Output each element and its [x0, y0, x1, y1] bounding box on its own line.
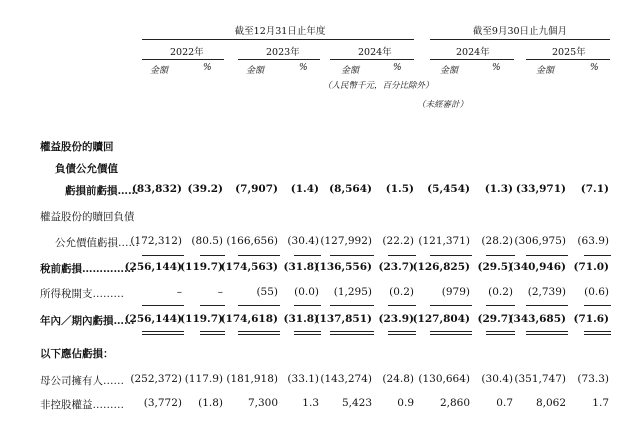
- percent-cell: (119.7): [180, 313, 223, 325]
- percent-cell: (0.2): [488, 286, 513, 298]
- single-underline: [142, 255, 184, 256]
- amount-cell: (252,372): [130, 373, 182, 385]
- single-underline: [486, 305, 515, 306]
- amount-cell: (143,274): [320, 373, 372, 385]
- amount-cell: (3,772): [143, 397, 182, 409]
- amount-cell: (33,971): [515, 183, 566, 195]
- amount-cell: 8,062: [535, 397, 566, 409]
- amount-cell: (127,992): [320, 235, 372, 247]
- single-underline: [330, 305, 374, 306]
- amount-cell: (174,563): [220, 261, 278, 273]
- amount-cell: 5,423: [341, 397, 372, 409]
- single-underline: [142, 305, 184, 306]
- percent-cell: (7.1): [580, 183, 609, 195]
- percent-cell: (31.8): [283, 313, 319, 325]
- year-header-2024: 2024年: [358, 47, 392, 58]
- row-label: 所得稅開支………: [40, 288, 124, 300]
- single-underline: [388, 305, 416, 306]
- percent-cell: (29.5): [477, 261, 513, 273]
- amount-cell: (174,618): [220, 313, 278, 325]
- amount-cell: (306,975): [514, 235, 566, 247]
- percent-cell: (71.0): [573, 261, 609, 273]
- amount-cell: (256,144): [124, 313, 182, 325]
- single-underline: [430, 255, 472, 256]
- amount-cell: (130,664): [418, 373, 470, 385]
- amount-cell: (172,312): [130, 235, 182, 247]
- amount-label-2024: 金額: [341, 66, 360, 76]
- amount-cell: (136,556): [314, 261, 372, 273]
- percent-cell: (33.1): [287, 373, 319, 385]
- percent-cell: 1.7: [592, 397, 609, 409]
- group-rule-nine-months: [430, 39, 610, 40]
- amount-cell: (166,656): [226, 235, 278, 247]
- single-underline: [526, 255, 568, 256]
- double-underline: [142, 331, 184, 335]
- double-underline: [200, 331, 225, 335]
- pct-label-2025-9m: %: [590, 63, 599, 73]
- single-underline: [584, 305, 611, 306]
- amount-cell: (7,907): [235, 183, 278, 195]
- double-underline: [388, 331, 416, 335]
- single-underline: [294, 305, 321, 306]
- amount-cell: (8,564): [329, 183, 372, 195]
- percent-cell: (117.9): [184, 373, 223, 385]
- amount-cell: (1,295): [333, 286, 372, 298]
- amount-cell: 7,300: [247, 397, 278, 409]
- amount-cell: (181,918): [226, 373, 278, 385]
- double-underline: [294, 331, 321, 335]
- pct-label-2024-9m: %: [492, 63, 501, 73]
- row-label: 公允價值虧損……: [55, 237, 139, 249]
- percent-cell: (1.4): [290, 183, 319, 195]
- row-label: 以下應佔虧損：: [40, 348, 114, 360]
- amount-label-2022: 金額: [150, 66, 169, 76]
- row-label: 非控股權益………: [40, 399, 124, 411]
- single-underline: [200, 305, 225, 306]
- amount-cell: –: [176, 286, 182, 298]
- double-underline: [430, 331, 472, 335]
- amount-cell: (55): [256, 286, 278, 298]
- single-underline: [238, 255, 280, 256]
- amount-cell: (83,832): [131, 183, 182, 195]
- percent-cell: (31.8): [283, 261, 319, 273]
- percent-cell: (22.2): [382, 235, 414, 247]
- percent-cell: (39.2): [187, 183, 223, 195]
- amount-cell: (121,371): [418, 235, 470, 247]
- percent-cell: (1.5): [385, 183, 414, 195]
- single-underline: [294, 255, 321, 256]
- amount-cell: (127,804): [412, 313, 470, 325]
- group-header-fiscal-year: 截至12月31日止年度: [234, 26, 326, 37]
- percent-cell: (30.4): [481, 373, 513, 385]
- double-underline: [526, 331, 568, 335]
- year-rule-2024: [330, 59, 414, 60]
- amount-cell: (351,747): [514, 373, 566, 385]
- row-label: 權益股份的贖回負債: [40, 211, 135, 223]
- percent-cell: 0.7: [496, 397, 513, 409]
- single-underline: [200, 255, 225, 256]
- year-header-2024-9m: 2024年: [456, 47, 490, 58]
- unaudited-note: （未經審計）: [417, 100, 469, 110]
- year-header-2022: 2022年: [170, 47, 204, 58]
- percent-cell: (119.7): [180, 261, 223, 273]
- pct-label-2023: %: [299, 63, 308, 73]
- amount-label-2023: 金額: [246, 66, 265, 76]
- percent-cell: (80.5): [191, 235, 223, 247]
- year-rule-2022: [142, 59, 224, 60]
- group-rule-fiscal-year: [142, 39, 414, 40]
- amount-cell: (2,739): [527, 286, 566, 298]
- amount-cell: (979): [441, 286, 470, 298]
- unit-note: （人民幣千元，百分比除外）: [323, 81, 434, 91]
- amount-label-2024-9m: 金額: [440, 66, 459, 76]
- pct-label-2024: %: [393, 63, 402, 73]
- double-underline: [330, 331, 374, 335]
- double-underline: [584, 331, 611, 335]
- row-label: 母公司擁有人……: [40, 375, 124, 387]
- year-header-2025-9m: 2025年: [552, 47, 586, 58]
- percent-cell: (0.0): [294, 286, 319, 298]
- amount-cell: (340,946): [508, 261, 566, 273]
- amount-cell: (256,144): [124, 261, 182, 273]
- amount-cell: (126,825): [412, 261, 470, 273]
- single-underline: [584, 255, 611, 256]
- percent-cell: (24.8): [382, 373, 414, 385]
- percent-cell: (63.9): [577, 235, 609, 247]
- percent-cell: (73.3): [577, 373, 609, 385]
- group-header-nine-months: 截至9月30日止九個月: [472, 26, 568, 37]
- percent-cell: (28.2): [481, 235, 513, 247]
- percent-cell: (1.8): [198, 397, 223, 409]
- percent-cell: (23.9): [378, 313, 414, 325]
- row-label: 年內／期內虧損……: [40, 315, 135, 327]
- row-label: 虧損前虧損……: [65, 185, 139, 197]
- year-header-2023: 2023年: [266, 47, 300, 58]
- row-label: 權益股份的贖回: [40, 141, 114, 153]
- percent-cell: (30.4): [287, 235, 319, 247]
- percent-cell: –: [217, 286, 223, 298]
- single-underline: [430, 305, 472, 306]
- pct-label-2022: %: [203, 63, 212, 73]
- percent-cell: (1.3): [484, 183, 513, 195]
- percent-cell: (71.6): [573, 313, 609, 325]
- amount-label-2025-9m: 金額: [536, 66, 555, 76]
- amount-cell: (343,685): [508, 313, 566, 325]
- percent-cell: 0.9: [397, 397, 414, 409]
- percent-cell: (29.7): [477, 313, 513, 325]
- percent-cell: (23.7): [378, 261, 414, 273]
- year-rule-2023: [238, 59, 320, 60]
- percent-cell: 1.3: [302, 397, 319, 409]
- single-underline: [330, 255, 374, 256]
- amount-cell: (137,851): [314, 313, 372, 325]
- double-underline: [486, 331, 515, 335]
- amount-cell: 2,860: [439, 397, 470, 409]
- double-underline: [238, 331, 280, 335]
- row-label: 負債公允價值: [55, 163, 118, 175]
- single-underline: [526, 305, 568, 306]
- single-underline: [238, 305, 280, 306]
- single-underline: [388, 255, 416, 256]
- row-label: 稅前虧損……………: [40, 263, 135, 275]
- year-rule-2025-9m: [526, 59, 610, 60]
- single-underline: [486, 255, 515, 256]
- percent-cell: (0.6): [584, 286, 609, 298]
- year-rule-2024-9m: [430, 59, 514, 60]
- percent-cell: (0.2): [389, 286, 414, 298]
- amount-cell: (5,454): [427, 183, 470, 195]
